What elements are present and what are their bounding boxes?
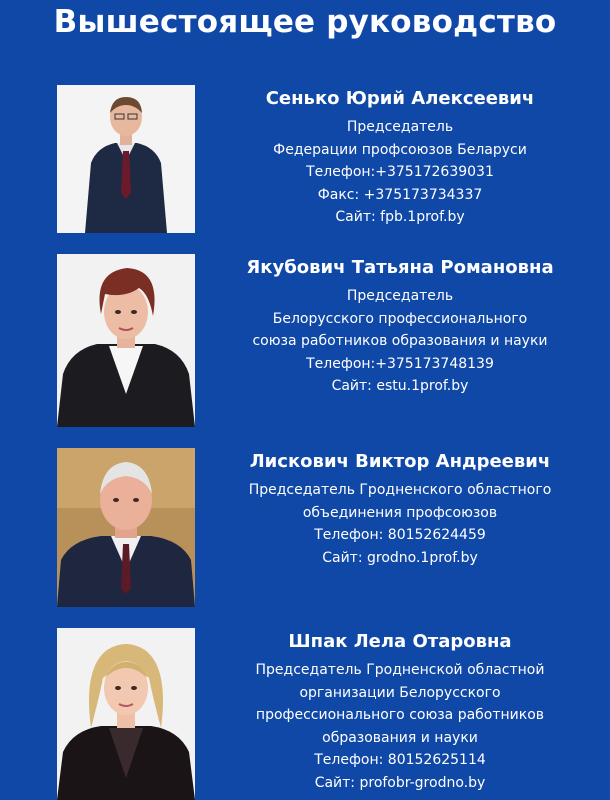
organization-line: Федерации профсоюзов Беларуси xyxy=(273,141,527,158)
portrait-photo xyxy=(57,254,195,427)
person-name: Лискович Виктор Андреевич xyxy=(249,451,551,472)
phone-text: Телефон: 80152624459 xyxy=(314,527,486,543)
position-line: Председатель xyxy=(346,119,454,135)
position-line: Председатель Гродненского областного xyxy=(248,482,552,498)
fax-text: Факс: +375173734337 xyxy=(317,186,483,203)
organization-line: объединения профсоюзов xyxy=(302,504,498,521)
phone-text: Телефон: 80152625114 xyxy=(314,752,486,768)
person-name: Сенько Юрий Алексеевич xyxy=(265,88,535,109)
organization-line: организации Белорусского xyxy=(299,684,501,701)
portrait-photo xyxy=(57,85,195,233)
phone-text: Телефон:+375173748139 xyxy=(306,355,494,372)
website-link[interactable]: Сайт: grodno.1prof.by xyxy=(322,549,478,566)
organization-line: Белорусского профессионального xyxy=(272,310,528,327)
website-link[interactable]: Сайт: fpb.1prof.by xyxy=(335,209,465,225)
organization-line: профессионального союза работников xyxy=(255,707,545,723)
organization-line: образования и науки xyxy=(322,729,478,746)
position-line: Председатель xyxy=(346,288,454,304)
website-link[interactable]: Сайт: profobr-grodno.by xyxy=(314,774,486,791)
position-line: Председатель Гродненской областной xyxy=(255,662,545,678)
phone-text: Телефон:+375172639031 xyxy=(306,164,494,180)
portrait-photo xyxy=(57,628,195,800)
page-title: Вышестоящее руководство xyxy=(53,4,557,40)
organization-line: союза работников образования и науки xyxy=(252,333,548,349)
portrait-photo xyxy=(57,448,195,607)
person-name: Шпак Лела Отаровна xyxy=(288,631,512,652)
website-link[interactable]: Сайт: estu.1prof.by xyxy=(331,378,469,394)
person-name: Якубович Татьяна Романовна xyxy=(246,257,554,278)
